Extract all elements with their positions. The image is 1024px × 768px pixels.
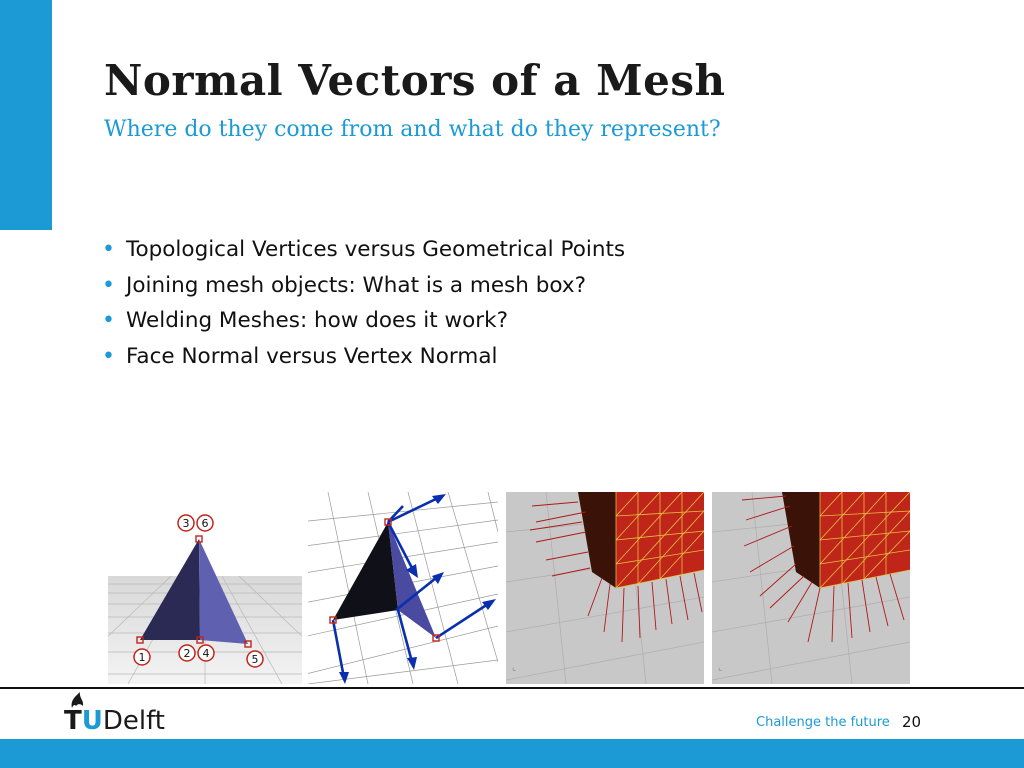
axis-glyph-icon: ⌞ bbox=[718, 663, 723, 673]
logo-delft: Delft bbox=[102, 706, 166, 736]
figure-pyramid-normals bbox=[308, 492, 498, 684]
bullet-icon: • bbox=[102, 272, 115, 298]
vertex-label-2-text: 2 bbox=[183, 647, 191, 660]
bullet-text: Topological Vertices versus Geometrical Points bbox=[126, 237, 626, 262]
figure-pyramid-vertices bbox=[108, 492, 302, 684]
bullet-list bbox=[100, 232, 625, 374]
axis-glyph-icon: ⌞ bbox=[512, 663, 517, 673]
accent-bar bbox=[0, 0, 52, 230]
bullet-text: Joining mesh objects: What is a mesh box? bbox=[126, 272, 586, 298]
bullet-item bbox=[100, 303, 625, 339]
figure-vertex-normals bbox=[712, 492, 910, 684]
page-number: 20 bbox=[902, 713, 922, 731]
bullet-icon: • bbox=[102, 237, 115, 262]
tu-delft-logo bbox=[64, 706, 165, 736]
bullet-text: Face Normal versus Vertex Normal bbox=[126, 343, 498, 369]
bullet-item bbox=[100, 268, 625, 304]
logo-letter-u: U bbox=[81, 706, 103, 736]
vertex-label-5-text: 5 bbox=[251, 653, 259, 666]
bullet-icon: • bbox=[102, 343, 115, 369]
vertex-label-3-text: 3 bbox=[182, 517, 190, 530]
footer-tagline: Challenge the future bbox=[756, 715, 890, 730]
bullet-icon: • bbox=[102, 308, 115, 333]
slide-title: Normal Vectors of a Mesh bbox=[104, 56, 726, 105]
vertex-label-1-text: 1 bbox=[138, 651, 146, 664]
footer-band bbox=[0, 739, 1024, 768]
bullet-item bbox=[100, 232, 625, 268]
bullet-item bbox=[100, 339, 625, 375]
vertex-label-6-text: 6 bbox=[201, 517, 209, 530]
figure-face-normals bbox=[506, 492, 704, 684]
logo-letter-t: T bbox=[64, 706, 82, 736]
bullet-text: Welding Meshes: how does it work? bbox=[126, 308, 508, 333]
slide-subtitle: Where do they come from and what do they represent? bbox=[104, 117, 721, 142]
vertex-label-4-text: 4 bbox=[202, 647, 210, 660]
footer-divider bbox=[0, 687, 1024, 689]
